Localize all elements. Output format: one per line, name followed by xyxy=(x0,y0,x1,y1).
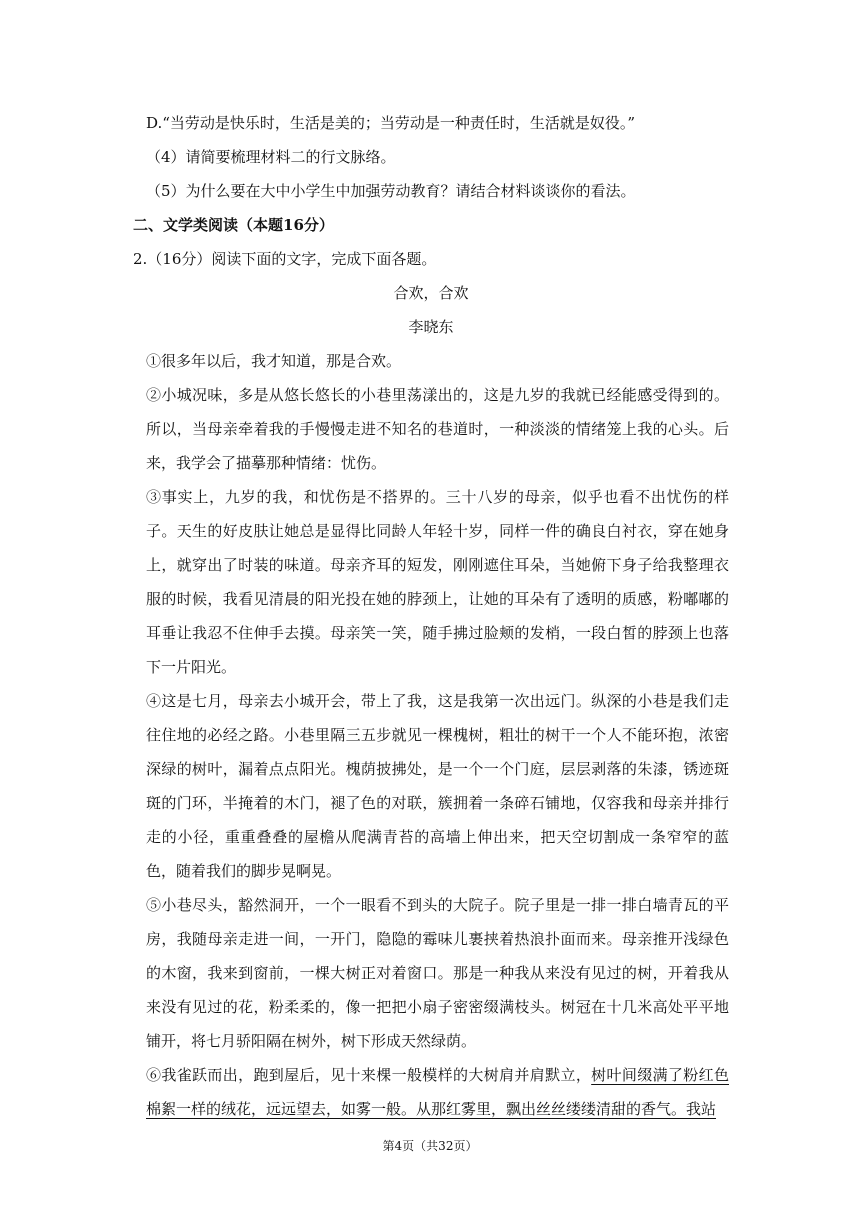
paragraph-6-underlined-text: 树叶间缀满了粉红色棉絮一样的绒花，远远望去，如雾一般。从那红雾里，飘出丝丝缕缕清甜的香气。我站 xyxy=(146,1066,729,1118)
article-paragraph-6 xyxy=(133,1058,729,1126)
paragraph-6-text: ⑥我雀跃而出，跑到屋后，见十来棵一般模样的大树肩并肩默立， xyxy=(146,1066,592,1084)
question-5: （5）为什么要在大中小学生中加强劳动教育？请结合材料谈谈你的看法。 xyxy=(146,182,636,200)
article-author: 李晓东 xyxy=(408,318,454,336)
option-d: D.“当劳动是快乐时，生活是美的；当劳动是一种责任时，生活就是奴役。” xyxy=(146,114,636,132)
section-heading: 二、文学类阅读（本题16分） xyxy=(133,216,334,234)
question-4: （4）请简要梳理材料二的行文脉络。 xyxy=(146,148,396,166)
page-footer: 第4页（共32页） xyxy=(382,1139,478,1153)
article-paragraph-3: ③事实上，九岁的我，和忧伤是不搭界的。三十八岁的母亲，似乎也看不出忧伤的样子。天生的好皮肤让她总是显得比同龄人年轻十岁，同样一件的确良白衬衣，穿在她身上，就穿出了时装的味道。母亲齐耳的短发，刚刚遮住耳朵，当她俯下身子给我整理衣服的时候，我看见清晨的阳光投在她的脖颈上，让她的耳朵有了透明的质感，粉嘟嘟的耳垂让我忍不住伸手去摸。母亲笑一笑，随手拂过脸颊的发梢，一段白皙的脖颈上也落下一片阳光。 xyxy=(146,488,729,676)
article-paragraph-1: ①很多年以后，我才知道，那是合欢。 xyxy=(146,352,402,370)
article-paragraph-4: ④这是七月，母亲去小城开会，带上了我，这是我第一次出远门。纵深的小巷是我们走往住地的必经之路。小巷里隔三五步就见一棵槐树，粗壮的树干一个人不能环抱，浓密深绿的树叶，漏着点点阳光。槐荫披拂处，是一个一个门庭，层层剥落的朱漆，锈迹斑斑的门环，半掩着的木门，褪了色的对联，簇拥着一条碎石铺地，仅容我和母亲并排行走的小径，重重叠叠的屋檐从爬满青苔的高墙上伸出来，把天空切割成一条窄窄的蓝色，随着我们的脚步晃啊晃。 xyxy=(146,692,729,880)
page-content xyxy=(133,106,729,1126)
question-2-prompt: 2.（16分）阅读下面的文字，完成下面各题。 xyxy=(133,250,437,268)
article-paragraph-2: ②小城况味，多是从悠长悠长的小巷里荡漾出的，这是九岁的我就已经能感受得到的。所以，当母亲牵着我的手慢慢走进不知名的巷道时，一种淡淡的情绪笼上我的心头。后来，我学会了描摹那种情绪：忧伤。 xyxy=(146,386,729,472)
article-title: 合欢，合欢 xyxy=(393,284,469,302)
article-paragraph-5: ⑤小巷尽头，豁然洞开，一个一眼看不到头的大院子。院子里是一排一排白墙青瓦的平房，我随母亲走进一间，一开门，隐隐的霉味儿裹挟着热浪扑面而来。母亲推开浅绿色的木窗，我来到窗前，一棵大树正对着窗口。那是一种我从来没有见过的树，开着我从来没有见过的花，粉柔柔的，像一把把小扇子密密缀满枝头。树冠在十几米高处平平地铺开，将七月骄阳隔在树外，树下形成天然绿荫。 xyxy=(146,896,729,1050)
